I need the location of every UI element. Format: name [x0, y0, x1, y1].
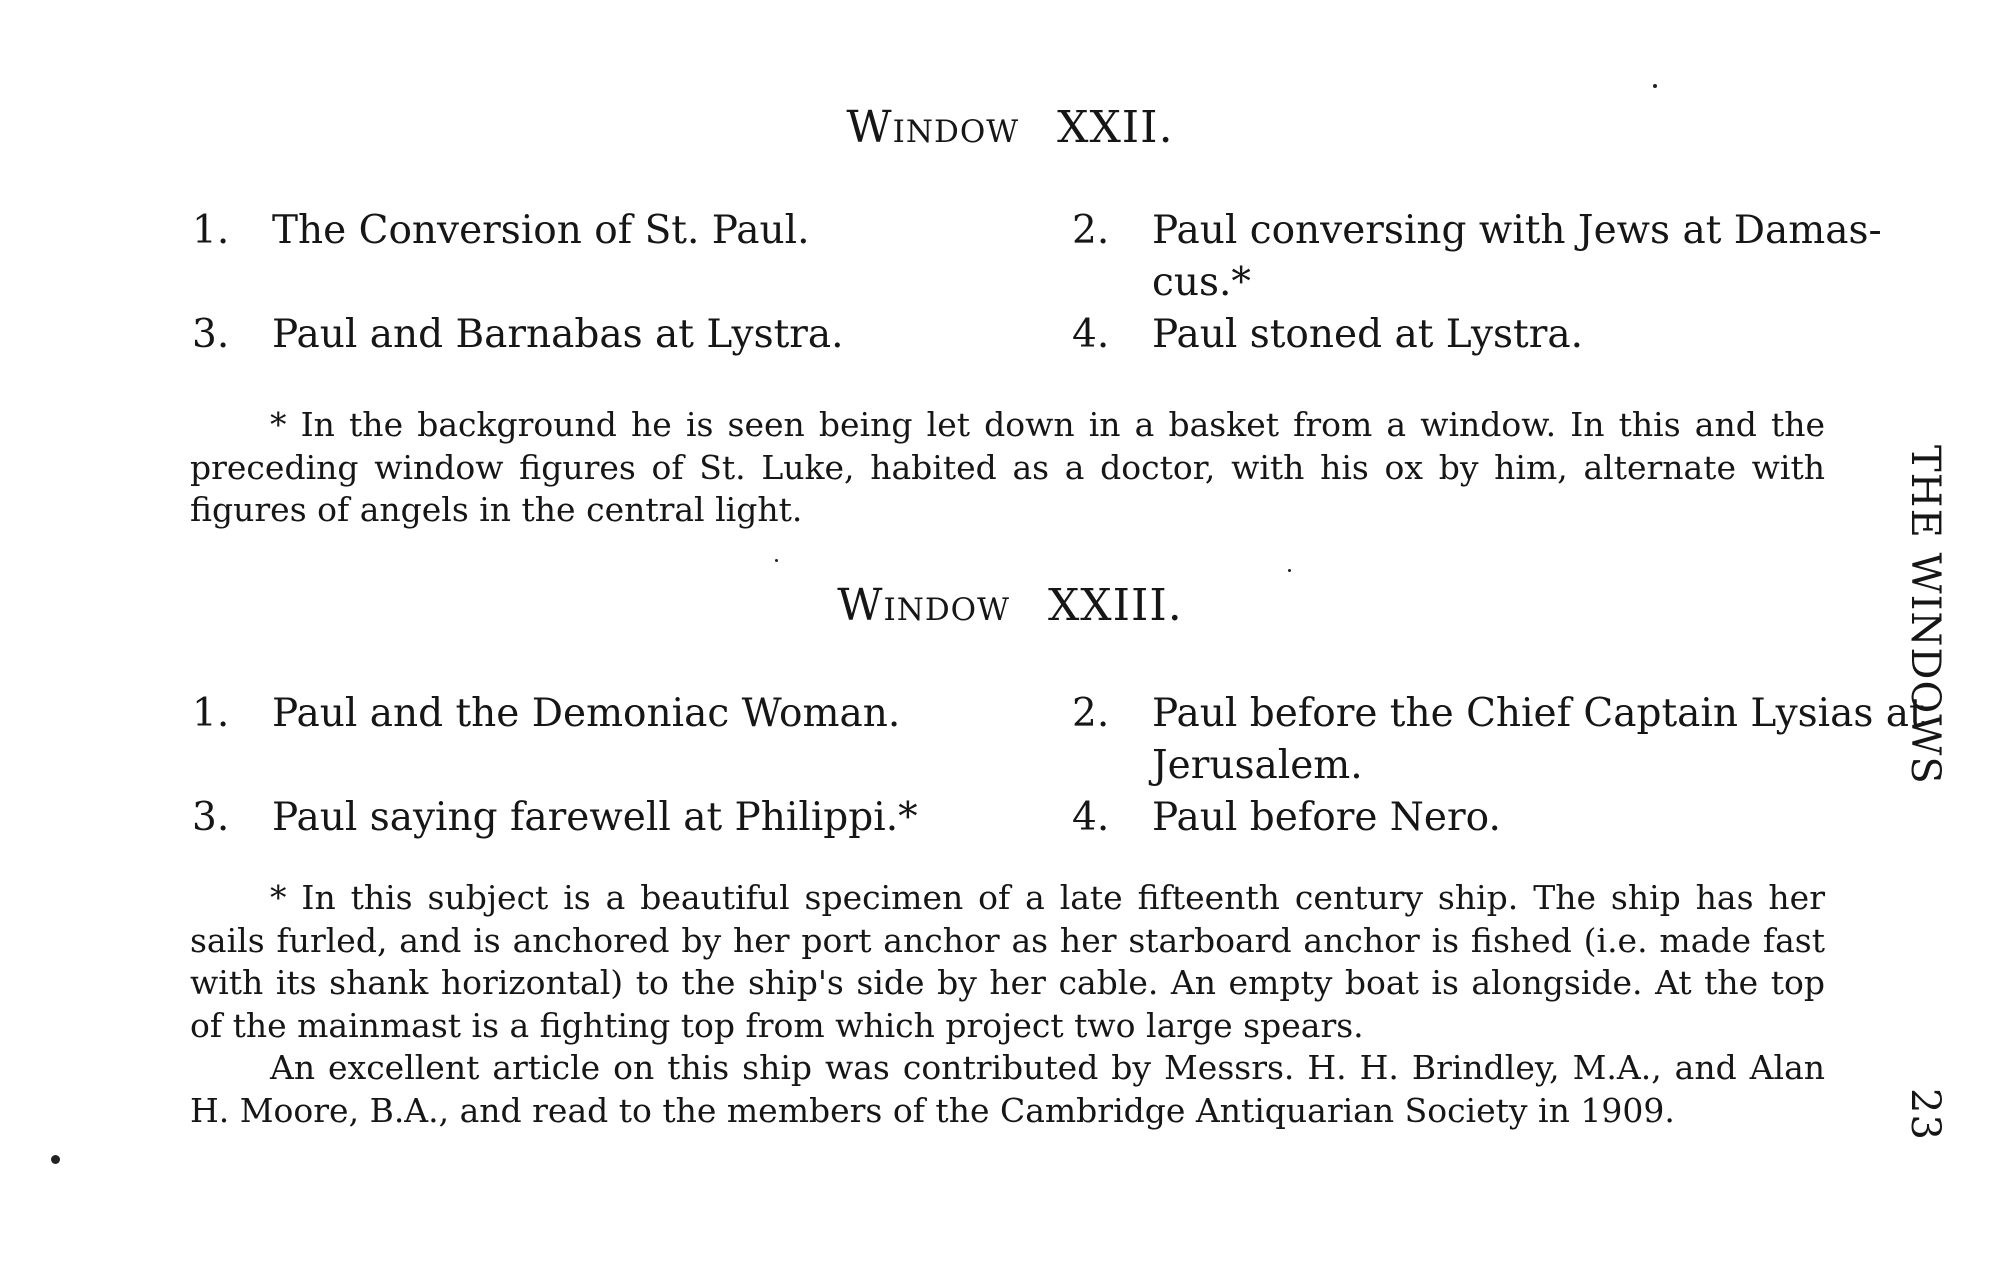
- window-23-heading: [190, 580, 1830, 631]
- footnote-text: * In the background he is seen being let down in a basket from a window. In this and the preceding window figures of St. Luke, habited as a doctor, with his ox by him, alternate with figures of angels in the central light.: [190, 405, 1825, 529]
- window-22-heading: [190, 102, 1830, 153]
- item-text: Paul conversing with Jews at Damas-: [1152, 208, 1882, 253]
- heading-word: Window: [846, 102, 1020, 153]
- item-number: 3.: [192, 312, 230, 357]
- item-text: Paul and the Demoniac Woman.: [272, 691, 901, 736]
- heading-word: Window: [837, 580, 1010, 631]
- item-number: 4.: [1072, 312, 1110, 357]
- heading-numeral: XXIII.: [1047, 580, 1183, 631]
- item-text-continuation: Jerusalem.: [1152, 743, 1363, 788]
- item-text: Paul before the Chief Captain Lysias at: [1152, 691, 1925, 736]
- heading-numeral: XXII.: [1057, 102, 1174, 153]
- footnote-paragraph-2: An excellent article on this ship was contributed by Messrs. H. H. Brindley, M.A., and Alan H. Moore, B.A., and read to the members of the Cambridge Antiquarian Society in 1909.: [190, 1048, 1825, 1130]
- scan-speck: [1653, 84, 1657, 88]
- window-23-footnote: [190, 877, 1825, 1132]
- item-text: Paul before Nero.: [1152, 795, 1501, 840]
- footnote-text: * In this subject is a beautiful specimen of a late fifteenth century ship. The ship has her sails furled, and is anchored by her port anchor as her starboard anchor is fished (i.e. made fast with its shank horizontal) to the ship's side by her cable. An empty boat is alongside. At the top of the mainmast is a fighting top from which project two large spears.: [190, 878, 1825, 1045]
- item-text: Paul and Barnabas at Lystra.: [272, 312, 844, 357]
- item-number: 2.: [1072, 208, 1110, 253]
- window-22-footnote: [190, 404, 1825, 532]
- item-number: 4.: [1072, 795, 1110, 840]
- item-text: Paul saying farewell at Philippi.*: [272, 795, 918, 840]
- page-number: 23: [1902, 1088, 1948, 1141]
- item-number: 3.: [192, 795, 230, 840]
- item-number: 2.: [1072, 691, 1110, 736]
- item-number: 1.: [192, 208, 230, 253]
- item-text-continuation: cus.*: [1152, 260, 1251, 305]
- scan-speck: [775, 559, 778, 562]
- item-text: The Conversion of St. Paul.: [272, 208, 810, 253]
- item-text: Paul stoned at Lystra.: [1152, 312, 1583, 357]
- scan-speck: [51, 1155, 60, 1164]
- scan-speck: [1288, 569, 1291, 572]
- item-number: 1.: [192, 691, 230, 736]
- running-head: THE WINDOWS: [1902, 445, 1948, 785]
